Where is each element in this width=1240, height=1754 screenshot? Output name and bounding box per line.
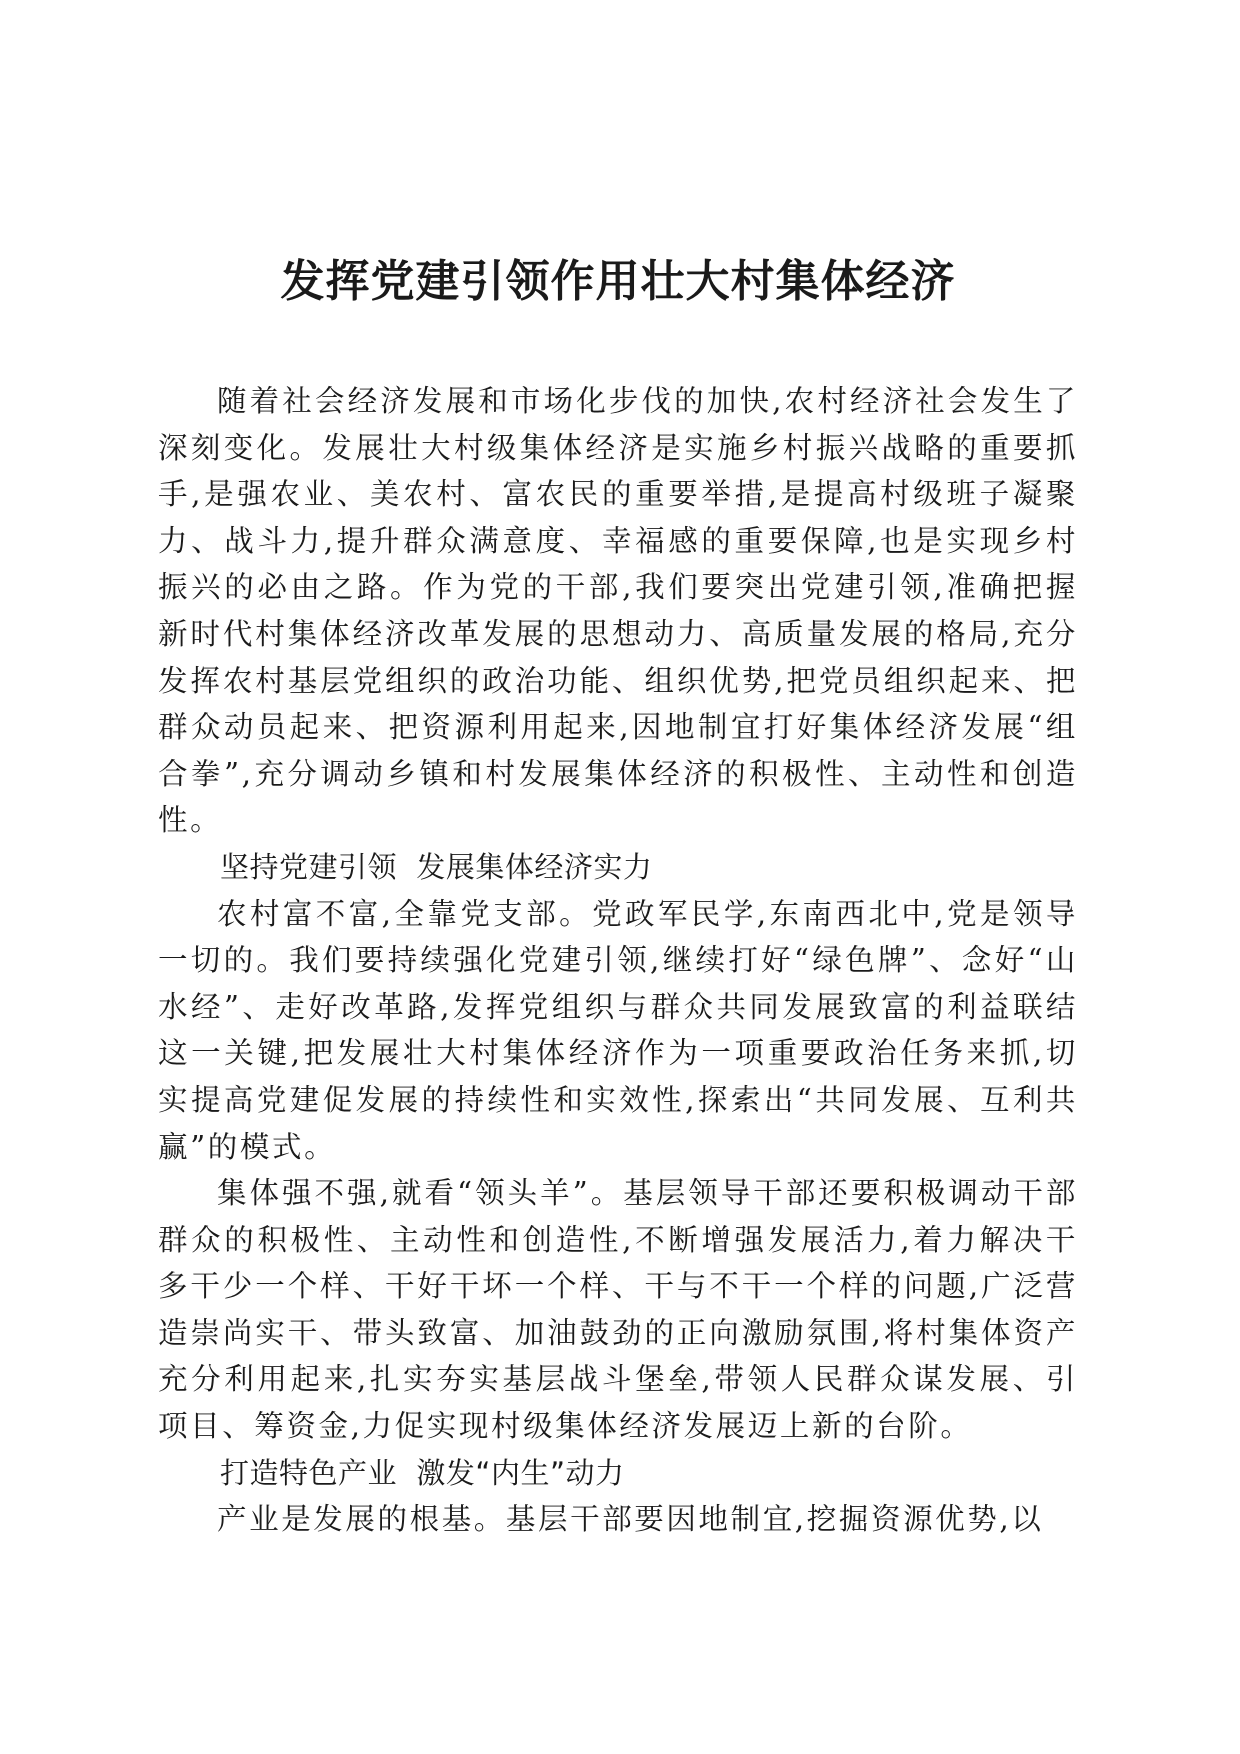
document-title: 发挥党建引领作用壮大村集体经济 bbox=[280, 256, 956, 307]
intro-paragraph: 随着社会经济发展和市场化步伐的加快,农村经济社会发生了深刻变化。发展壮大村级集体经济是实施乡村振兴战略的重要抓手,是强农业、美农村、富农民的重要举措,是提高村级班子凝聚力、战斗力,提升群众满意度、幸福感的重要保障,也是实现乡村振兴的必由之路。作为党的干部,我们要突出党建引领,准确把握新时代村集体经济改革发展的思想动力、高质量发展的格局,充分发挥农村基层党组织的政治功能、组织优势,把党员组织起来、把群众动员起来、把资源利用起来,因地制宜打好集体经济发展“组合拳”,充分调动乡镇和村发展集体经济的积极性、主动性和创造性。 bbox=[158, 384, 1078, 838]
section-heading-characteristic-industry: 打造特色产业 激发“内生”动力 bbox=[220, 1455, 625, 1490]
section2-paragraph-1: 产业是发展的根基。基层干部要因地制宜,挖掘资源优势,以 bbox=[217, 1502, 1044, 1537]
section-heading-party-leadership: 坚持党建引领 发展集体经济实力 bbox=[220, 849, 653, 884]
section1-paragraph-1: 农村富不富,全靠党支部。党政军民学,东南西北中,党是领导一切的。我们要持续强化党建引领,继续打好“绿色牌”、念好“山水经”、走好改革路,发挥党组织与群众共同发展致富的利益联结这一关键,把发展壮大村集体经济作为一项重要政治任务来抓,切实提高党建促发展的持续性和实效性,探索出“共同发展、互利共赢”的模式。 bbox=[158, 896, 1078, 1164]
document-body bbox=[158, 378, 1078, 1543]
section1-paragraph-2: 集体强不强,就看“领头羊”。基层领导干部还要积极调动干部群众的积极性、主动性和创造性,不断增强发展活力,着力解决干多干少一个样、干好干坏一个样、干与不干一个样的问题,广泛营造崇尚实干、带头致富、加油鼓劲的正向激励氛围,将村集体资产充分利用起来,扎实夯实基层战斗堡垒,带领人民群众谋发展、引项目、筹资金,力促实现村级集体经济发展迈上新的台阶。 bbox=[158, 1176, 1078, 1444]
